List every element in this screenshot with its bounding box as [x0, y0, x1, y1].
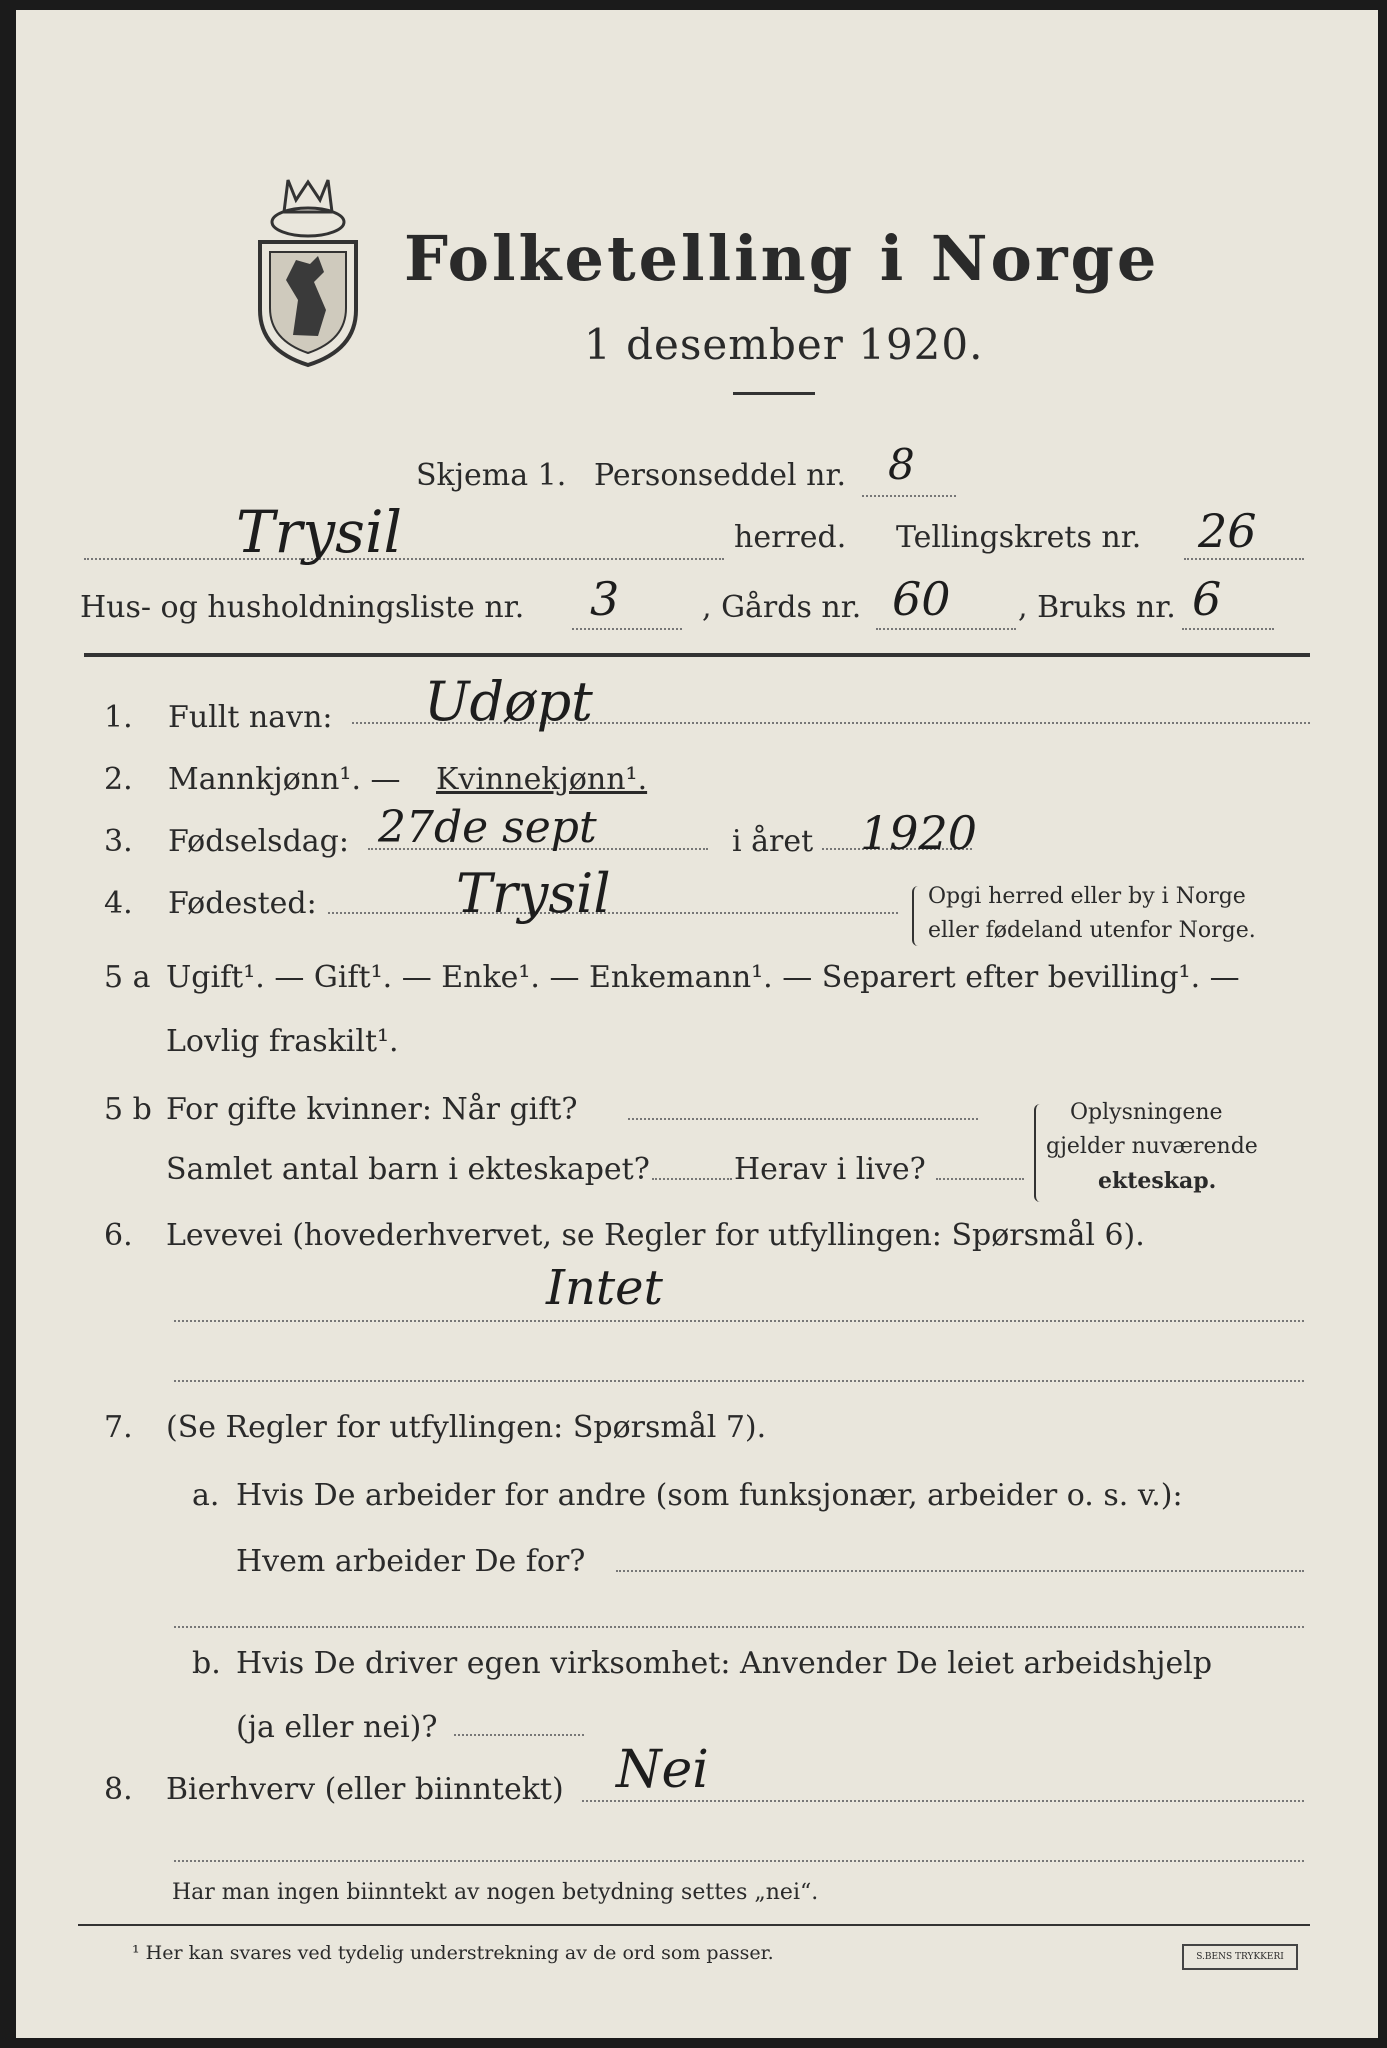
census-form-page	[16, 10, 1378, 2038]
q5b-number: 5 b	[104, 1092, 152, 1127]
header-divider	[84, 653, 1310, 657]
q1-value[interactable]: Udøpt	[424, 670, 593, 733]
q8-label: Bierhverv (eller biinntekt)	[166, 1772, 564, 1807]
footer-divider	[78, 1924, 1310, 1926]
form-title: Folketelling i Norge	[404, 222, 1160, 295]
herred-label: herred.	[734, 520, 847, 555]
q6-value[interactable]: Intet	[546, 1260, 663, 1316]
bruks-label: , Bruks nr.	[1018, 590, 1176, 625]
coat-of-arms-icon	[248, 160, 368, 370]
husholdningsliste-value[interactable]: 3	[590, 572, 620, 626]
q8-value[interactable]: Nei	[616, 1740, 709, 1800]
gards-label: , Gårds nr.	[702, 590, 862, 625]
tellingskrets-value[interactable]: 26	[1198, 504, 1257, 558]
footnote: ¹ Her kan svares ved tydelig understrekning av de ord som passer.	[132, 1942, 774, 1964]
q3-number: 3.	[104, 824, 133, 859]
q7b-label-line2: (ja eller nei)?	[236, 1710, 438, 1745]
q5b-note-line3: ekteskap.	[1098, 1168, 1217, 1194]
q7a-label: Hvis De arbeider for andre (som funksjonær, arbeider o. s. v.):	[236, 1478, 1183, 1513]
title-divider	[733, 392, 815, 395]
q5b-note-line1: Oplysningene	[1070, 1100, 1223, 1125]
q7-number: 7.	[104, 1410, 133, 1445]
q6-label: Levevei (hovederhvervet, se Regler for utfyllingen: Spørsmål 6).	[166, 1218, 1145, 1253]
q5b-note-line2: gjelder nuværende	[1046, 1134, 1258, 1159]
q5a-number: 5 a	[104, 960, 151, 995]
personseddel-value[interactable]: 8	[888, 440, 915, 489]
q5b-children-label: Samlet antal barn i ekteskapet?	[166, 1152, 650, 1187]
q8-number: 8.	[104, 1772, 133, 1807]
q4-label: Fødested:	[168, 886, 317, 921]
q7a-letter: a.	[192, 1478, 220, 1513]
personseddel-label: Personseddel nr.	[594, 458, 847, 493]
q5b-label: For gifte kvinner: Når gift?	[166, 1092, 578, 1127]
q2-number: 2.	[104, 762, 133, 797]
q3-year-label: i året	[732, 824, 814, 859]
q5a-label-line2: Lovlig fraskilt¹.	[166, 1024, 399, 1059]
q3-label: Fødselsdag:	[168, 824, 349, 859]
q1-label: Fullt navn:	[168, 700, 333, 735]
q2-selected-option[interactable]: Kvinnekjønn¹.	[436, 762, 648, 797]
printer-stamp: S.BENS TRYKKERI	[1182, 1944, 1298, 1970]
q1-number: 1.	[104, 700, 133, 735]
form-date: 1 desember 1920.	[584, 320, 984, 369]
q4-note-line1: Opgi herred eller by i Norge	[928, 884, 1246, 909]
q3-value[interactable]: 27de sept	[378, 802, 597, 853]
q7-label: (Se Regler for utfyllingen: Spørsmål 7).	[166, 1410, 767, 1445]
gards-value[interactable]: 60	[892, 572, 951, 626]
q2-label: Mannkjønn¹. —	[168, 762, 401, 797]
q4-number: 4.	[104, 886, 133, 921]
q7b-letter: b.	[192, 1646, 221, 1681]
schema-label: Skjema 1.	[416, 458, 567, 493]
husholdningsliste-label: Hus- og husholdningsliste nr.	[80, 590, 525, 625]
q7a-employer-label: Hvem arbeider De for?	[236, 1544, 586, 1579]
q5a-label: Ugift¹. — Gift¹. — Enke¹. — Enkemann¹. — Separert efter bevilling¹. —	[166, 960, 1240, 995]
q3-year-value[interactable]: 1920	[860, 806, 978, 860]
tellingskrets-label: Tellingskrets nr.	[896, 520, 1142, 555]
bruks-value[interactable]: 6	[1192, 572, 1222, 626]
income-note: Har man ingen biinntekt av nogen betydning settes „nei“.	[172, 1880, 819, 1905]
q4-value[interactable]: Trysil	[456, 862, 611, 925]
q7b-label: Hvis De driver egen virksomhet: Anvender De leiet arbeidshjelp	[236, 1646, 1213, 1681]
q6-number: 6.	[104, 1218, 133, 1253]
herred-value[interactable]: Trysil	[236, 498, 403, 566]
q4-note-line2: eller fødeland utenfor Norge.	[928, 918, 1256, 943]
q5b-alive-label: Herav i live?	[734, 1152, 926, 1187]
